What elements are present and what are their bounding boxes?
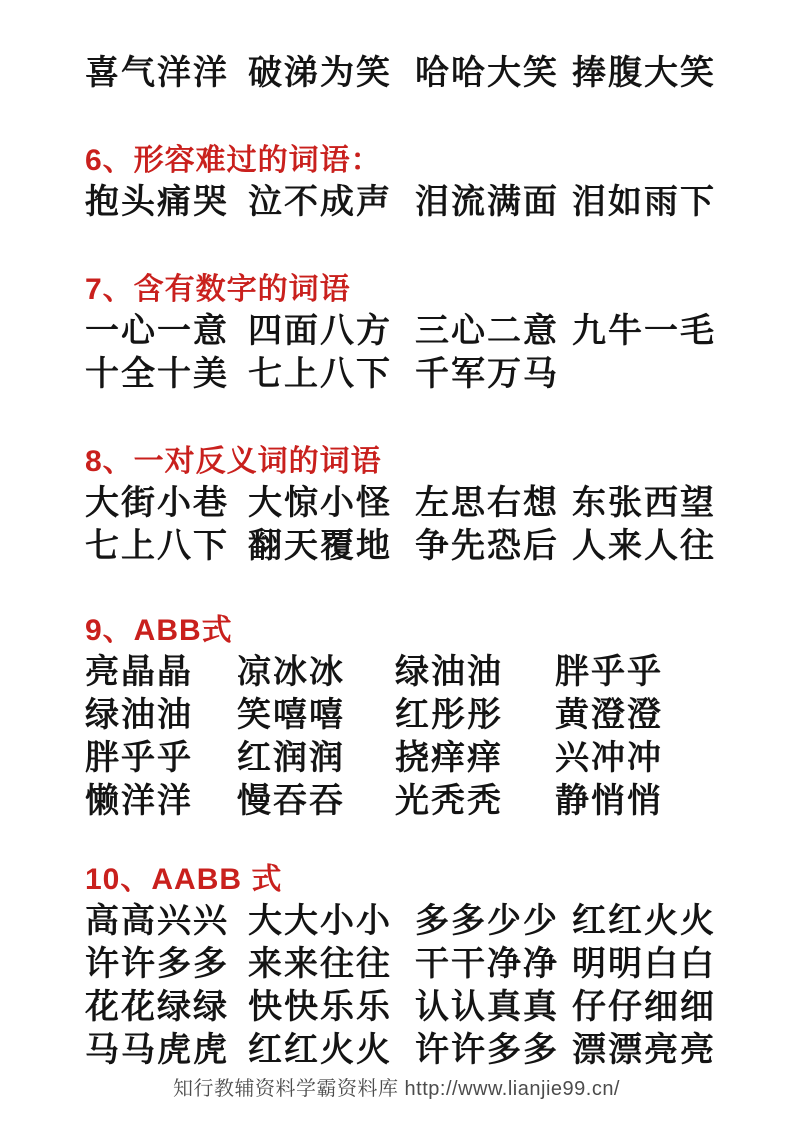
section-sad-words [85,140,793,224]
word: 挠痒痒 [395,739,503,777]
word: 花花绿绿 [85,988,229,1026]
word: 黄澄澄 [555,696,663,734]
word: 高高兴兴 [85,902,229,940]
word-row [85,1029,793,1072]
section-number-words [85,269,793,396]
word: 多多少少 [415,902,559,940]
section-title: 8、一对反义词的词语 [85,445,382,478]
word-row [85,310,793,353]
word: 许许多多 [85,945,229,983]
section-title: 7、含有数字的词语 [85,273,351,306]
word: 大街小巷 [85,484,229,522]
word: 十全十美 [85,355,229,393]
word-row [85,694,793,737]
word: 懒洋洋 [85,782,193,820]
word-row [85,986,793,1029]
word: 红彤彤 [395,696,503,734]
word: 光秃秃 [395,782,503,820]
word: 泣不成声 [248,183,392,221]
word: 笑嘻嘻 [237,696,345,734]
word-row [85,651,793,694]
word-row [85,353,793,396]
word: 漂漂亮亮 [572,1031,716,1069]
word: 九牛一毛 [572,312,716,350]
intro-word-row [85,52,793,95]
word-row [85,900,793,943]
word: 破涕为笑 [248,54,392,92]
word: 亮晶晶 [85,653,193,691]
word: 红红火火 [572,902,716,940]
word: 三心二意 [415,312,559,350]
word: 来来往往 [248,945,392,983]
word: 兴冲冲 [555,739,663,777]
word: 马马虎虎 [85,1031,229,1069]
word: 凉冰冰 [237,653,345,691]
word: 红润润 [237,739,345,777]
word: 争先恐后 [415,527,559,565]
word: 认认真真 [415,988,559,1026]
word: 捧腹大笑 [572,54,716,92]
word: 绿油油 [395,653,503,691]
word: 红红火火 [248,1031,392,1069]
word-row [85,482,793,525]
word: 胖乎乎 [555,653,663,691]
word: 明明白白 [572,945,716,983]
word: 人来人往 [572,527,716,565]
word: 静悄悄 [555,782,663,820]
word: 许许多多 [415,1031,559,1069]
word: 快快乐乐 [248,988,392,1026]
section-aabb-words [85,859,793,1072]
word: 左思右想 [415,484,559,522]
word: 泪如雨下 [572,183,716,221]
section-title: 6、形容难过的词语： [85,144,382,177]
word: 四面八方 [248,312,392,350]
word: 泪流满面 [415,183,559,221]
word: 哈哈大笑 [415,54,559,92]
word: 七上八下 [248,355,392,393]
word: 七上八下 [85,527,229,565]
word: 大大小小 [248,902,392,940]
word: 绿油油 [85,696,193,734]
section-antonym-words [85,441,793,568]
word: 东张西望 [572,484,716,522]
section-title: 10、AABB 式 [85,863,283,896]
word-row [85,525,793,568]
word: 慢吞吞 [237,782,345,820]
word-row [85,943,793,986]
word-row [85,181,793,224]
word: 干干净净 [415,945,559,983]
word: 大惊小怪 [248,484,392,522]
word-row [85,780,793,823]
word: 千军万马 [415,355,559,393]
word: 仔仔细细 [572,988,716,1026]
word-row [85,737,793,780]
word: 喜气洋洋 [85,54,229,92]
word: 一心一意 [85,312,229,350]
word: 胖乎乎 [85,739,193,777]
word: 抱头痛哭 [85,183,229,221]
section-abb-words [85,610,793,823]
footer-watermark: 知行教辅资料学霸资料库 http://www.lianjie99.cn/ [173,1078,620,1100]
section-title: 9、ABB式 [85,614,233,647]
word: 翻天覆地 [248,527,392,565]
